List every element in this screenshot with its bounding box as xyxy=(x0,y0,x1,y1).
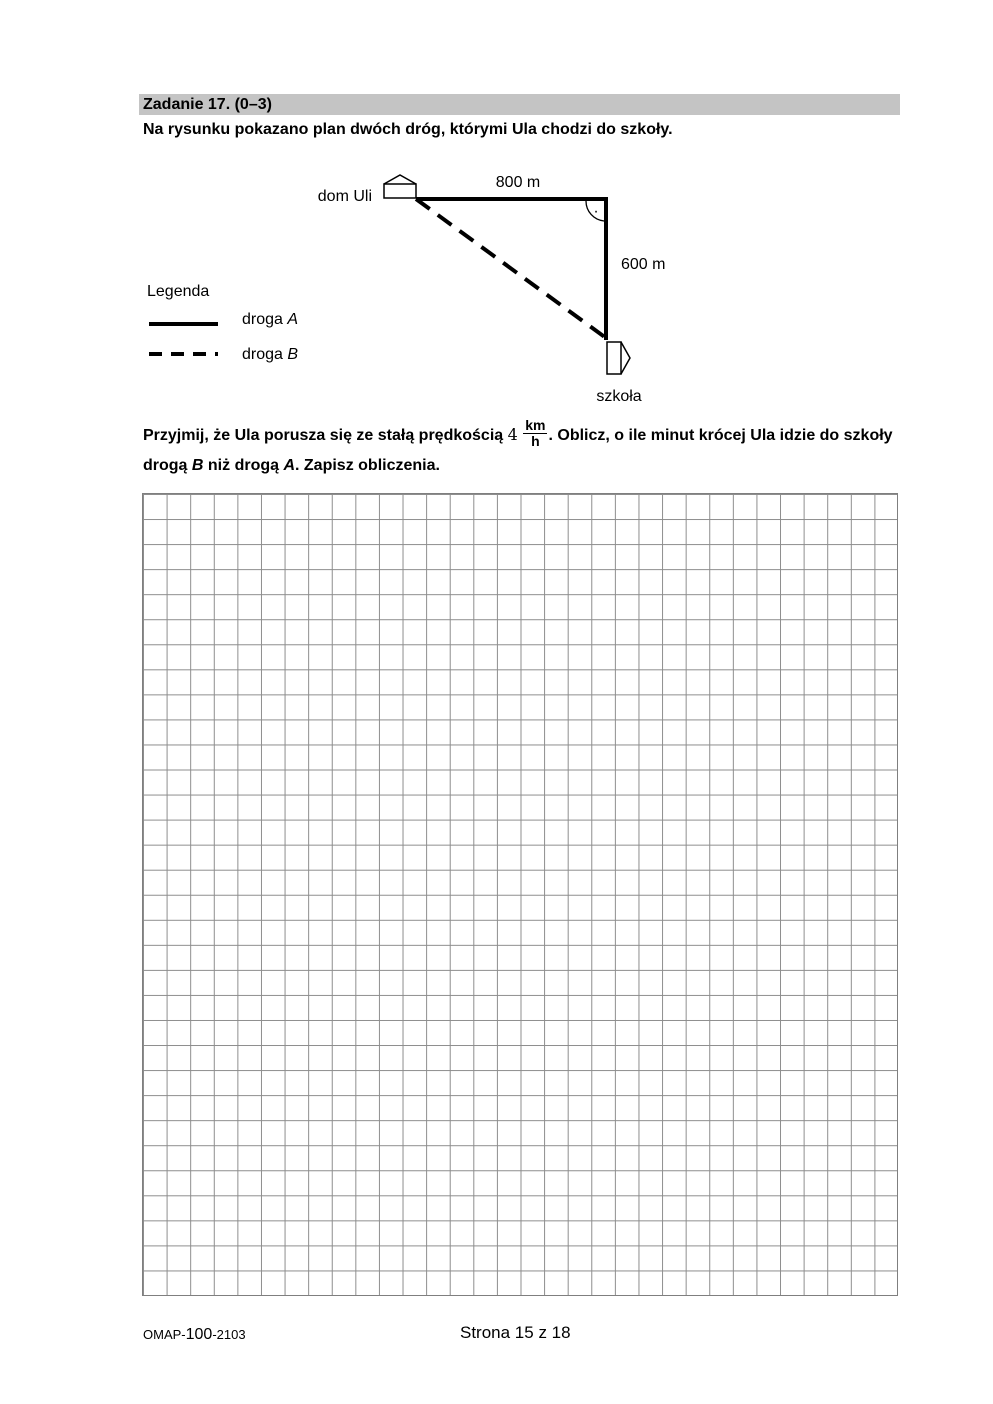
route-a-ref: A xyxy=(283,457,296,475)
route-diagram xyxy=(130,160,730,420)
question-part-3: niż drogą xyxy=(203,457,284,475)
page-number: Strona 15 z 18 xyxy=(460,1323,571,1342)
unit-numerator: km xyxy=(525,417,546,434)
unit-denominator: h xyxy=(531,433,540,450)
question-part-2: . Oblicz, o ile minut krócej Ula idzie do szkoły drogą xyxy=(143,427,893,475)
legend-route-a-prefix: droga xyxy=(242,311,288,328)
legend-route-b-letter: B xyxy=(287,346,299,363)
question-part-1: Przyjmij, że Ula porusza się ze stałą prędkością xyxy=(143,427,508,444)
exam-code-prefix: OMAP- xyxy=(143,1327,186,1342)
speed-unit-fraction xyxy=(523,418,547,449)
distance-600-label: 600 m xyxy=(621,256,666,273)
speed-value: 4 xyxy=(507,425,518,444)
house-icon xyxy=(384,175,416,198)
legend-route-a xyxy=(242,311,298,328)
home-label: dom Uli xyxy=(317,188,372,205)
school-icon xyxy=(607,342,630,374)
answer-grid[interactable] xyxy=(142,493,898,1296)
legend-route-b xyxy=(242,346,298,363)
task-title: Zadanie 17. (0–3) xyxy=(143,96,272,113)
right-angle-dot: · xyxy=(593,203,599,220)
exam-code xyxy=(143,1326,246,1344)
exam-code-main: 100 xyxy=(185,1326,213,1343)
legend-route-b-prefix: droga xyxy=(242,346,288,363)
task-header xyxy=(139,94,900,115)
legend-route-a-letter: A xyxy=(287,311,299,328)
legend-title: Legenda xyxy=(147,283,210,300)
route-b-line xyxy=(416,199,606,338)
question-part-4: . Zapisz obliczenia. xyxy=(295,457,440,475)
task-intro: Na rysunku pokazano plan dwóch dróg, którymi Ula chodzi do szkoły. xyxy=(143,121,673,138)
route-b-ref: B xyxy=(191,457,204,475)
exam-code-suffix: -2103 xyxy=(212,1327,246,1342)
school-label: szkoła xyxy=(596,388,642,405)
question-text xyxy=(143,417,903,481)
distance-800-label: 800 m xyxy=(495,174,541,191)
